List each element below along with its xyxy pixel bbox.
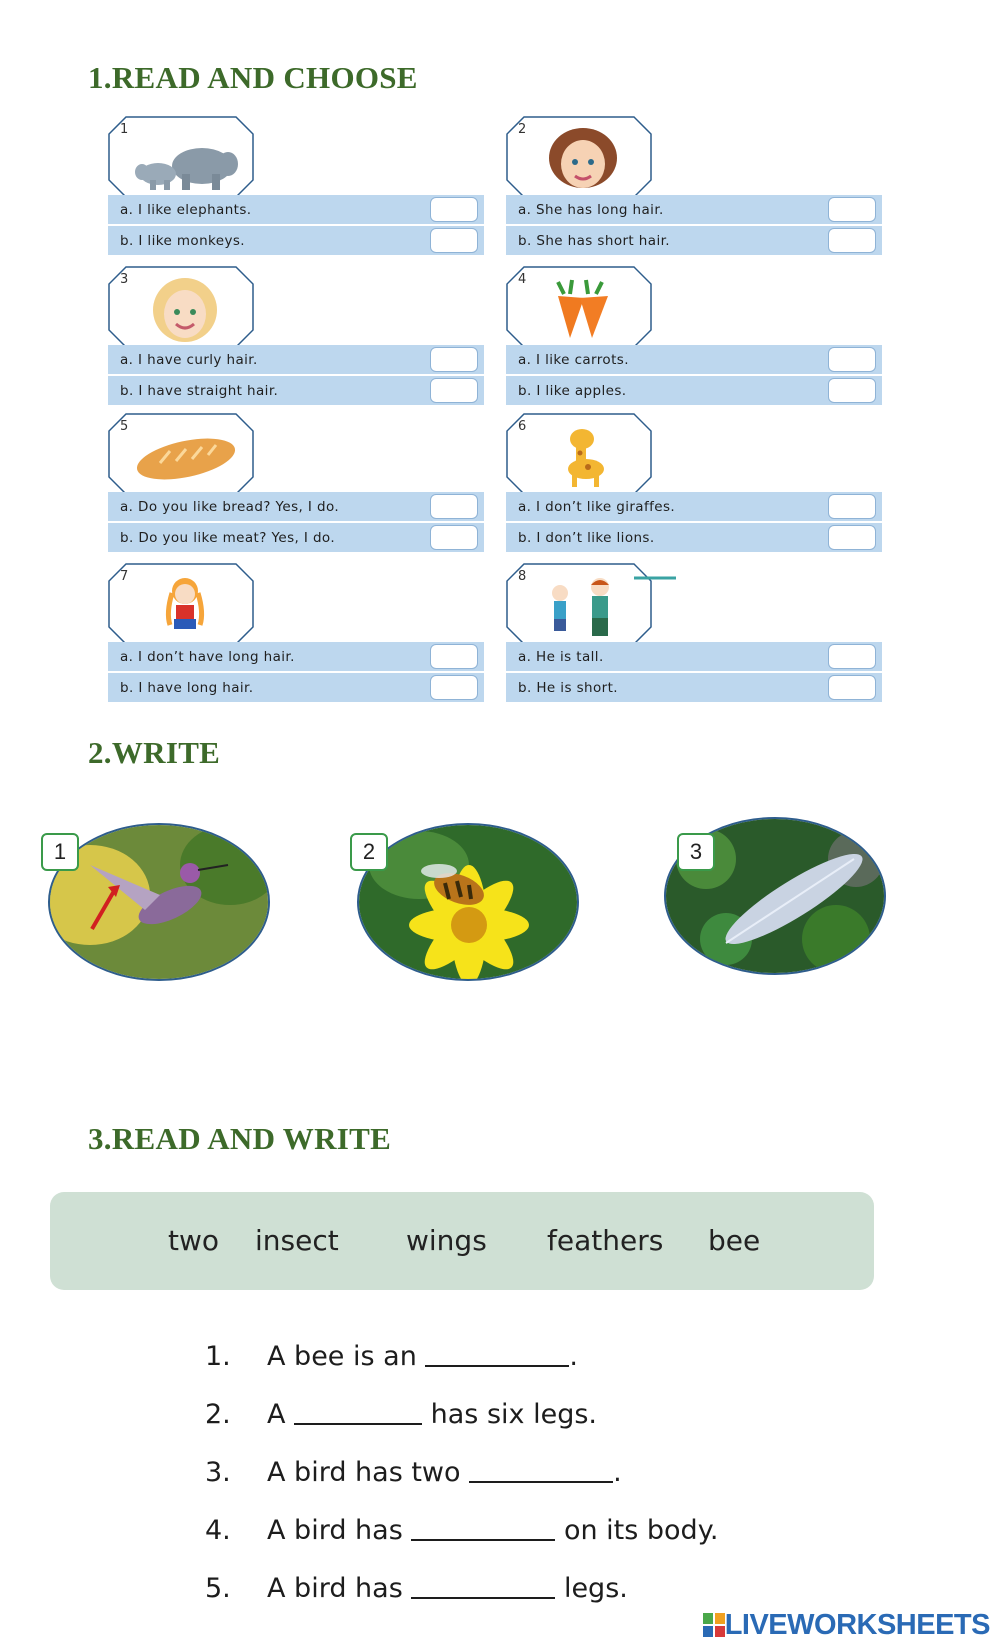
bee-on-flower-photo[interactable] bbox=[357, 823, 579, 981]
question-number: 4 bbox=[518, 272, 527, 287]
logo-blocks-icon bbox=[703, 1613, 725, 1637]
picture-frame bbox=[506, 413, 652, 495]
carrots-picture bbox=[528, 276, 638, 342]
word-bank-item: two bbox=[168, 1224, 220, 1257]
answer-checkbox[interactable] bbox=[828, 494, 876, 519]
sentence-5: 5. A bird has legs. bbox=[205, 1573, 628, 1604]
woman-picture bbox=[528, 126, 638, 192]
option-a: a. I like elephants. bbox=[108, 195, 484, 224]
question-number: 8 bbox=[518, 569, 527, 584]
option-a: a. She has long hair. bbox=[506, 195, 882, 224]
option-b: b. I have long hair. bbox=[108, 673, 484, 702]
sentence-1: 1. A bee is an . bbox=[205, 1341, 578, 1372]
photo-number-3: 3 bbox=[677, 833, 715, 871]
section-2-heading: 2.WRITE bbox=[88, 735, 221, 770]
picture-frame bbox=[108, 413, 254, 495]
answer-checkbox[interactable] bbox=[430, 675, 478, 700]
option-b: b. Do you like meat? Yes, I do. bbox=[108, 523, 484, 552]
section-3-heading: 3.READ AND WRITE bbox=[88, 1121, 392, 1156]
answer-checkbox[interactable] bbox=[430, 525, 478, 550]
answer-checkbox[interactable] bbox=[828, 197, 876, 222]
sentence-4: 4. A bird has on its body. bbox=[205, 1515, 719, 1546]
option-b: b. I like apples. bbox=[506, 376, 882, 405]
elephants-picture bbox=[130, 126, 240, 192]
word-bank-item: bee bbox=[708, 1224, 761, 1257]
photo-number-1: 1 bbox=[41, 833, 79, 871]
answer-checkbox[interactable] bbox=[828, 644, 876, 669]
option-b: b. He is short. bbox=[506, 673, 882, 702]
pointer-line bbox=[634, 575, 676, 581]
question-number: 3 bbox=[120, 272, 129, 287]
option-b: b. I don’t like lions. bbox=[506, 523, 882, 552]
option-a: a. I like carrots. bbox=[506, 345, 882, 374]
word-bank bbox=[50, 1192, 874, 1290]
picture-frame bbox=[506, 563, 652, 645]
option-a: a. He is tall. bbox=[506, 642, 882, 671]
option-a: a. I have curly hair. bbox=[108, 345, 484, 374]
option-a: a. Do you like bread? Yes, I do. bbox=[108, 492, 484, 521]
sentence-2: 2. A has six legs. bbox=[205, 1399, 597, 1430]
answer-checkbox[interactable] bbox=[828, 228, 876, 253]
word-bank-item: wings bbox=[406, 1224, 487, 1257]
hummingbird-photo[interactable] bbox=[48, 823, 270, 981]
answer-checkbox[interactable] bbox=[828, 378, 876, 403]
answer-checkbox[interactable] bbox=[828, 525, 876, 550]
answer-checkbox[interactable] bbox=[430, 494, 478, 519]
answer-blank[interactable] bbox=[294, 1397, 422, 1425]
section-1-heading: 1.READ AND CHOOSE bbox=[88, 60, 418, 95]
picture-frame bbox=[506, 266, 652, 348]
question-number: 6 bbox=[518, 419, 527, 434]
option-b: b. I like monkeys. bbox=[108, 226, 484, 255]
logo-text: LIVEWORKSHEETS bbox=[724, 1608, 990, 1641]
bread-picture bbox=[130, 423, 240, 489]
word-bank-item: feathers bbox=[547, 1224, 664, 1257]
girl-with-braids-picture bbox=[130, 573, 240, 639]
answer-checkbox[interactable] bbox=[828, 675, 876, 700]
picture-frame bbox=[108, 116, 254, 198]
answer-checkbox[interactable] bbox=[430, 197, 478, 222]
picture-frame bbox=[108, 266, 254, 348]
question-number: 5 bbox=[120, 419, 129, 434]
liveworksheets-logo bbox=[703, 1608, 990, 1642]
blonde-girl-picture bbox=[130, 276, 240, 342]
sentence-3: 3. A bird has two . bbox=[205, 1457, 622, 1488]
answer-checkbox[interactable] bbox=[430, 228, 478, 253]
option-a: a. I don’t like giraffes. bbox=[506, 492, 882, 521]
answer-blank[interactable] bbox=[411, 1571, 555, 1599]
picture-frame bbox=[506, 116, 652, 198]
option-a: a. I don’t have long hair. bbox=[108, 642, 484, 671]
option-b: b. She has short hair. bbox=[506, 226, 882, 255]
answer-checkbox[interactable] bbox=[430, 644, 478, 669]
question-number: 2 bbox=[518, 122, 527, 137]
giraffe-picture bbox=[528, 423, 638, 489]
question-number: 7 bbox=[120, 569, 129, 584]
answer-checkbox[interactable] bbox=[430, 378, 478, 403]
answer-blank[interactable] bbox=[411, 1513, 555, 1541]
answer-checkbox[interactable] bbox=[430, 347, 478, 372]
picture-frame bbox=[108, 563, 254, 645]
option-b: b. I have straight hair. bbox=[108, 376, 484, 405]
photo-number-2: 2 bbox=[350, 833, 388, 871]
two-boys-picture bbox=[528, 573, 638, 639]
answer-blank[interactable] bbox=[425, 1339, 569, 1367]
word-bank-item: insect bbox=[255, 1224, 339, 1257]
question-number: 1 bbox=[120, 122, 129, 137]
answer-blank[interactable] bbox=[469, 1455, 613, 1483]
answer-checkbox[interactable] bbox=[828, 347, 876, 372]
